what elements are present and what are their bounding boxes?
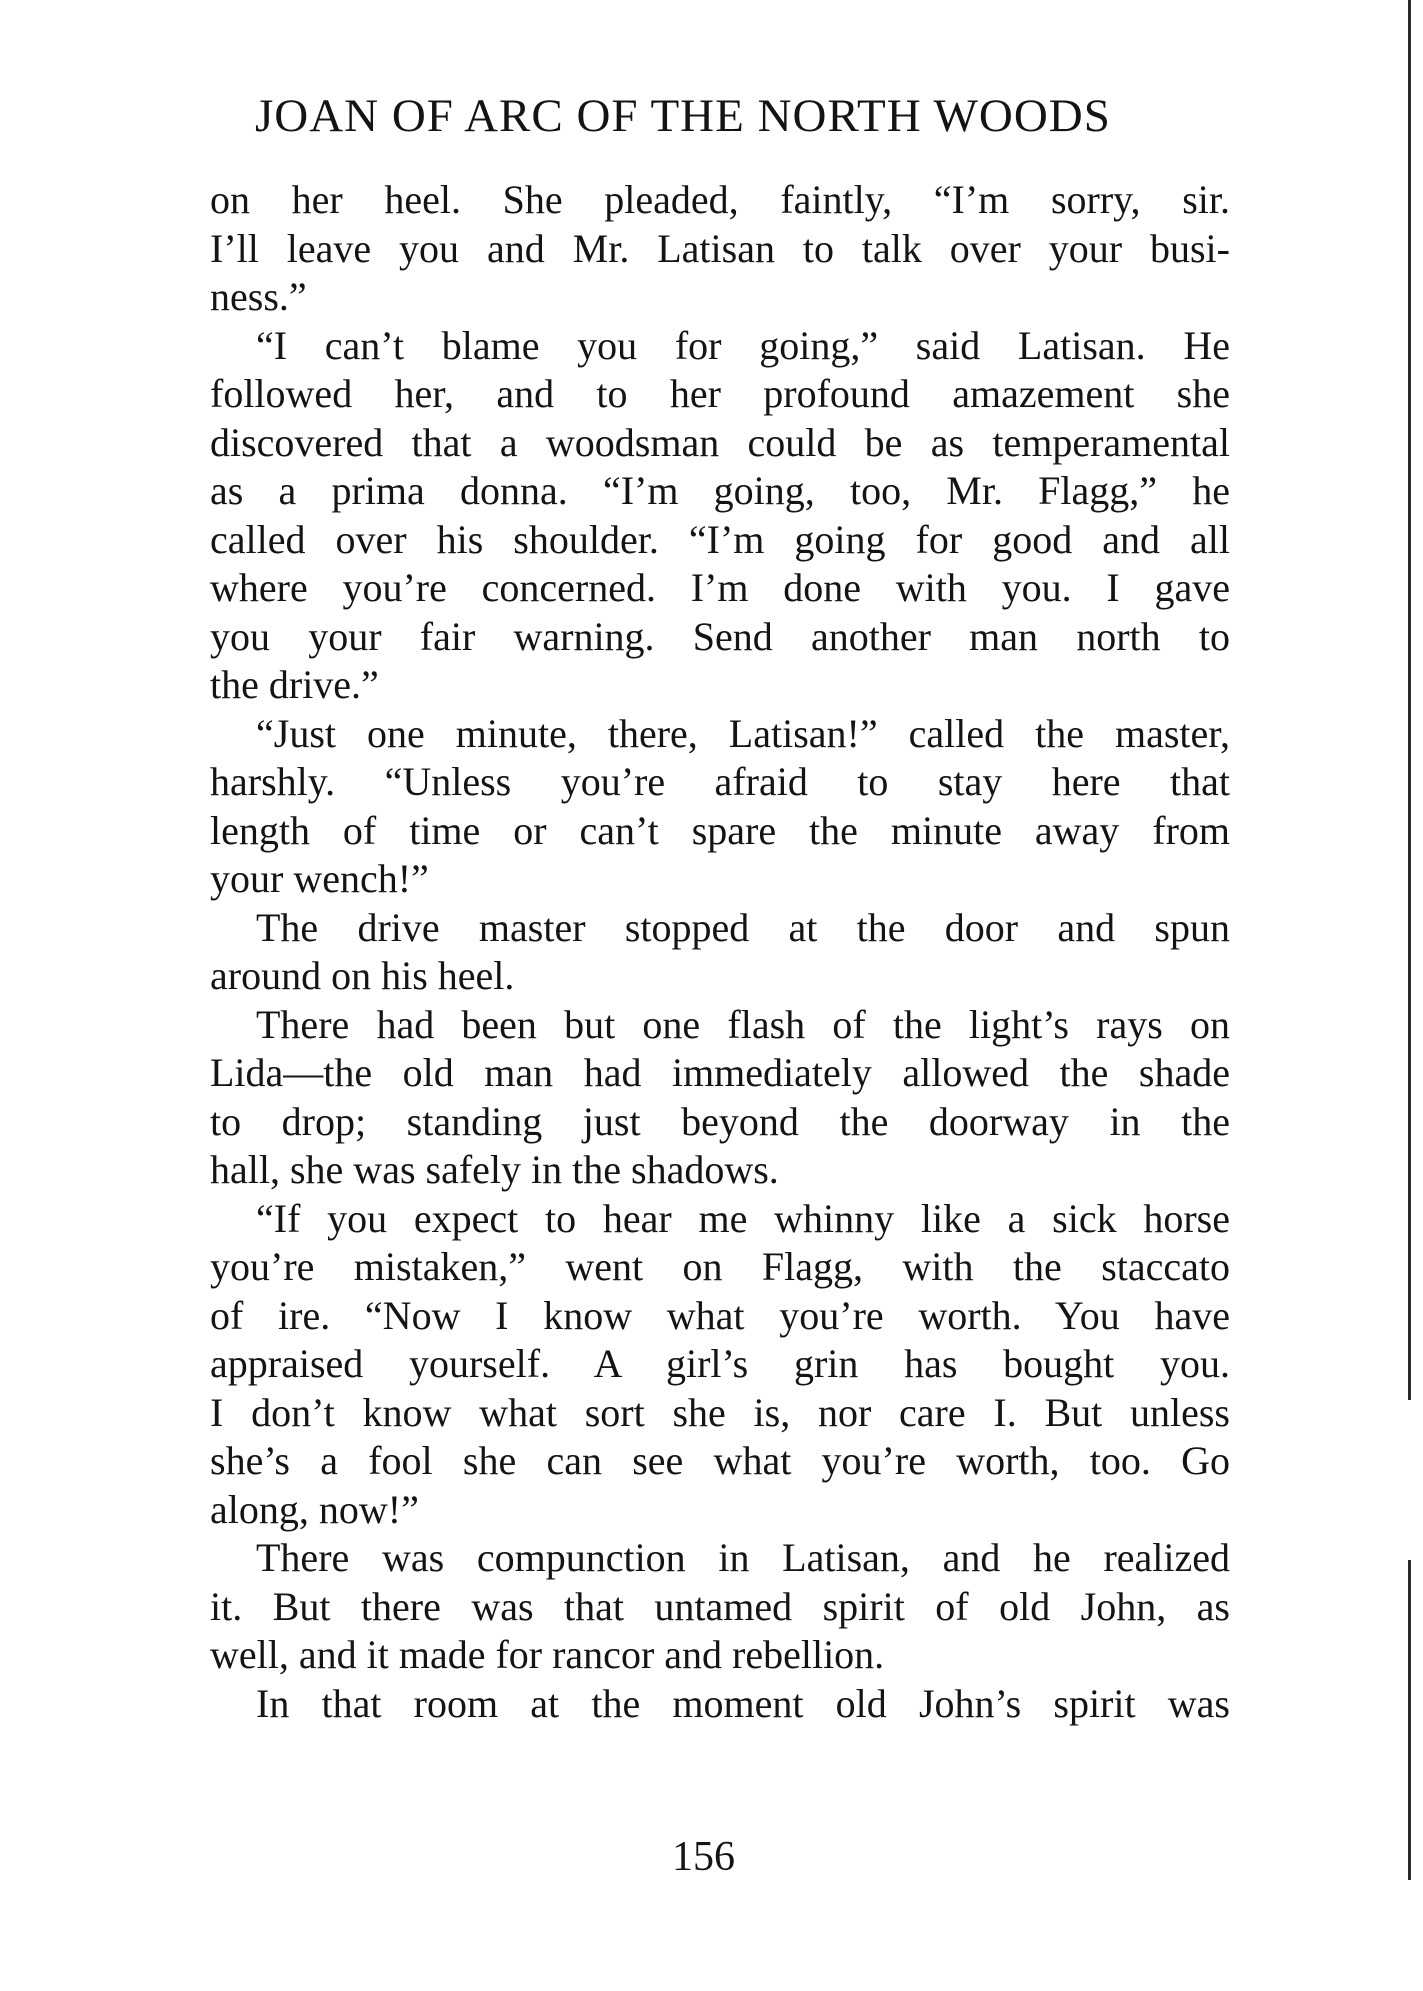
- text-line: There had been but one flash of the light’s rays on: [256, 1001, 1230, 1047]
- text-line: to drop; standing just beyond the doorway in the: [210, 1098, 1230, 1144]
- text-line: “I can’t blame you for going,” said Latisan. He: [256, 322, 1230, 368]
- text-line: on her heel. She pleaded, faintly, “I’m sorry, sir.: [210, 177, 1230, 222]
- text-line: I’ll leave you and Mr. Latisan to talk over your busi-: [210, 225, 1230, 271]
- text-line: The drive master stopped at the door and spun: [256, 904, 1230, 950]
- text-line: where you’re concerned. I’m done with you. I gave: [210, 565, 1230, 610]
- text-line: well, and it made for rancor and rebellion.: [210, 1632, 885, 1677]
- body-text: [210, 176, 1230, 1728]
- text-line: your wench!”: [210, 856, 429, 901]
- text-line: you’re mistaken,” went on Flagg, with the staccato: [210, 1244, 1230, 1289]
- text-line: “If you expect to hear me whinny like a sick horse: [256, 1195, 1230, 1241]
- running-head: JOAN OF ARC OF THE NORTH WOODS: [255, 90, 1111, 142]
- text-line: I don’t know what sort she is, nor care I. But unless: [210, 1389, 1230, 1435]
- text-line: the drive.”: [210, 662, 379, 707]
- text-line: around on his heel.: [210, 953, 515, 998]
- text-line: Lida—the old man had immediately allowed the shade: [210, 1050, 1230, 1095]
- text-line: In that room at the moment old John’s spirit was: [256, 1680, 1230, 1726]
- text-line: you your fair warning. Send another man north to: [210, 613, 1230, 659]
- text-line: along, now!”: [210, 1486, 419, 1532]
- text-line: hall, she was safely in the shadows.: [210, 1147, 779, 1192]
- text-line: of ire. “Now I know what you’re worth. You have: [210, 1292, 1230, 1338]
- text-line: it. But there was that untamed spirit of old John, as: [210, 1583, 1230, 1629]
- text-line: she’s a fool she can see what you’re worth, too. Go: [210, 1438, 1230, 1483]
- text-line: followed her, and to her profound amazement she: [210, 371, 1230, 416]
- page-number: 156: [672, 1834, 735, 1880]
- text-line: as a prima donna. “I’m going, too, Mr. Flagg,” he: [210, 468, 1230, 513]
- text-line: length of time or can’t spare the minute away from: [210, 807, 1230, 853]
- text-line: appraised yourself. A girl’s grin has bought you.: [210, 1341, 1230, 1386]
- text-line: called over his shoulder. “I’m going for good and all: [210, 516, 1230, 562]
- page-edge-line: [1408, 0, 1411, 1400]
- page-edge-line-lower: [1408, 1560, 1411, 1880]
- text-line: discovered that a woodsman could be as temperamental: [210, 419, 1230, 465]
- text-line: There was compunction in Latisan, and he realized: [256, 1535, 1230, 1580]
- text-line: harshly. “Unless you’re afraid to stay here that: [210, 759, 1230, 804]
- text-line: “Just one minute, there, Latisan!” called the master,: [256, 710, 1230, 756]
- text-line: ness.”: [210, 274, 307, 319]
